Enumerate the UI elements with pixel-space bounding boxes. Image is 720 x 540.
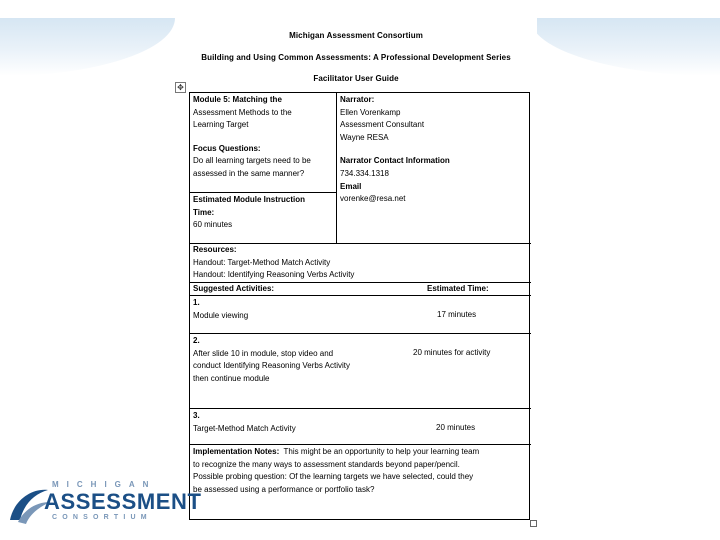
focus-questions-label: Focus Questions: — [193, 143, 261, 153]
focus-question-line: assessed in the same manner? — [193, 168, 305, 178]
narrator-email: vorenke@resa.net — [340, 194, 406, 204]
slide-swoosh-left — [0, 18, 175, 76]
table-move-icon[interactable]: ✥ — [175, 82, 186, 93]
resources-cell — [190, 243, 530, 283]
module-title-line: Module 5: Matching the — [193, 95, 282, 104]
resource-item: Handout: Target-Method Match Activity — [193, 257, 331, 267]
narrator-phone: 734.334.1318 — [340, 168, 389, 178]
resources-label: Resources: — [193, 245, 237, 254]
time-value: 60 minutes — [193, 220, 233, 230]
activity-time: 20 minutes for activity — [413, 348, 491, 357]
logo-top-text: MICHIGAN — [52, 480, 157, 489]
activity-row-1 — [190, 296, 420, 323]
resource-item: Handout: Identifying Reasoning Verbs Activity — [193, 270, 355, 280]
logo-main-text: ASSESSMENT — [44, 489, 202, 514]
mac-logo — [4, 476, 202, 526]
activities-label: Suggested Activities: — [193, 284, 275, 293]
module-title-line: Assessment Methods to the — [193, 107, 292, 117]
activity-text: Module viewing — [193, 310, 249, 320]
doc-header-guide: Facilitator User Guide — [313, 74, 399, 83]
notes-line: Possible probing question: Of the learning targets we have selected, could they — [193, 472, 474, 482]
notes-line: to recognize the many ways to assessment standards beyond paper/pencil. — [193, 459, 460, 469]
notes-line: This might be an opportunity to help your learning team — [283, 447, 480, 456]
module-title-line: Learning Target — [193, 120, 249, 130]
activity-time: 17 minutes — [437, 310, 477, 319]
guide-table — [189, 92, 530, 520]
implementation-notes-label: Implementation Notes: — [193, 447, 280, 456]
activity-text: After slide 10 in module, stop video and — [193, 348, 334, 358]
logo-bottom-text: CONSORTIUM — [52, 514, 152, 521]
activity-text: conduct Identifying Reasoning Verbs Activity — [193, 361, 350, 371]
doc-header-org: Michigan Assessment Consortium — [289, 31, 423, 40]
activity-number: 3. — [193, 411, 200, 420]
implementation-notes-cell — [190, 445, 530, 497]
narrator-name: Ellen Vorenkamp — [340, 107, 401, 117]
activity-number: 1. — [193, 298, 200, 307]
activity-time: 20 minutes — [436, 423, 476, 432]
narrator-email-label: Email — [340, 181, 362, 191]
narrator-role: Assessment Consultant — [340, 120, 425, 130]
doc-header-series: Building and Using Common Assessments: A Professional Development Series — [201, 53, 511, 62]
activities-time-label: Estimated Time: — [427, 284, 489, 293]
slide-swoosh-right — [530, 18, 720, 76]
narrator-contact-label: Narrator Contact Information — [340, 156, 450, 166]
activity-text: then continue module — [193, 373, 270, 383]
module-cell — [190, 93, 336, 182]
narrator-cell — [337, 93, 530, 207]
time-cell — [190, 193, 336, 233]
activity-text: Target-Method Match Activity — [193, 423, 296, 433]
activity-number: 2. — [193, 336, 200, 345]
time-label-line: Time: — [193, 207, 215, 217]
narrator-org: Wayne RESA — [340, 132, 389, 142]
narrator-label: Narrator: — [340, 95, 375, 104]
activity-row-2 — [190, 334, 410, 386]
time-label-line: Estimated Module Instruction — [193, 195, 306, 204]
activity-row-3 — [190, 409, 420, 436]
notes-line: be assessed using a performance or portfolio task? — [193, 484, 375, 494]
focus-question-line: Do all learning targets need to be — [193, 156, 311, 166]
table-resize-handle[interactable] — [530, 520, 537, 527]
